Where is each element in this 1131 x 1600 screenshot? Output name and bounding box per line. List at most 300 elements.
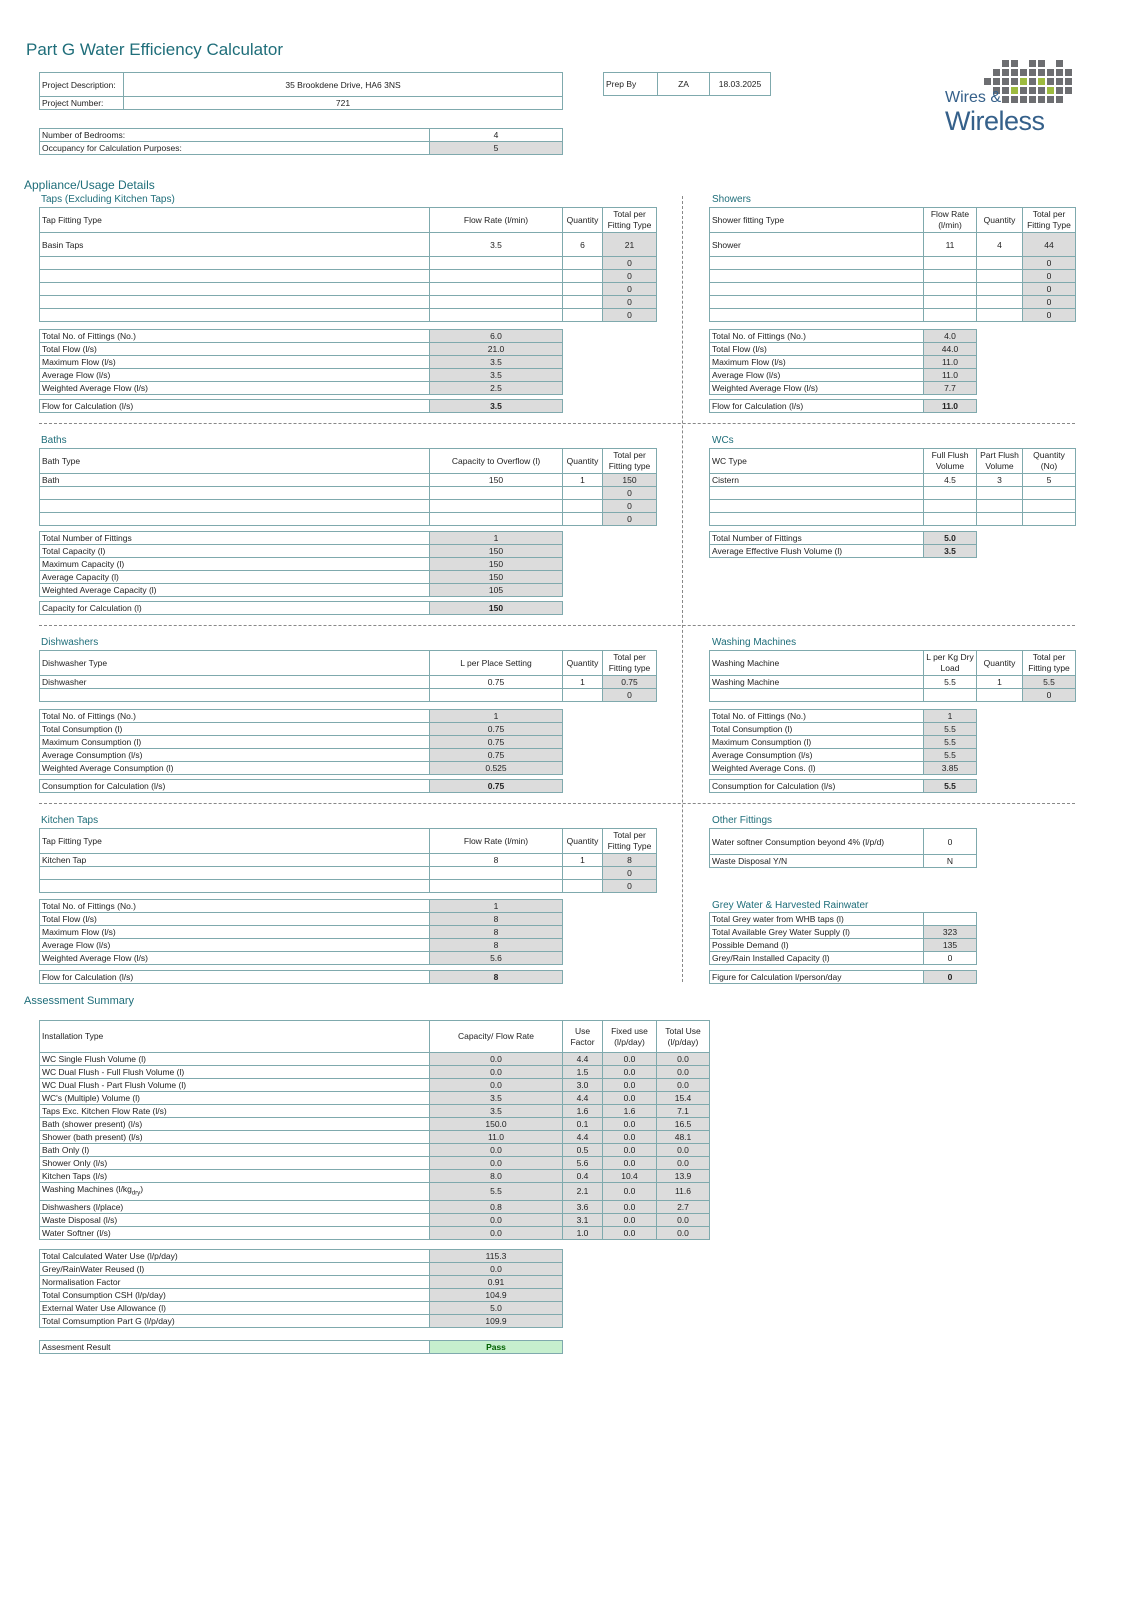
other-title: Other Fittings bbox=[712, 815, 773, 826]
stat-label: Average Flow (l/s) bbox=[40, 369, 430, 382]
logo-line2: Wireless bbox=[945, 106, 1045, 136]
kitchen-header-type: Tap Fitting Type bbox=[40, 829, 430, 854]
summary-value: 0.0 bbox=[603, 1092, 657, 1105]
stat-label: Weighted Average Consumption (l) bbox=[40, 762, 430, 775]
table-cell[interactable] bbox=[977, 296, 1023, 309]
table-cell[interactable]: 5.5 bbox=[924, 676, 977, 689]
wcs-header-type: WC Type bbox=[710, 449, 924, 474]
table-cell[interactable] bbox=[563, 270, 603, 283]
showers-header-flow: Flow Rate (l/min) bbox=[924, 208, 977, 233]
table-cell[interactable] bbox=[563, 309, 603, 322]
logo-square bbox=[1011, 96, 1018, 103]
grey-value: 323 bbox=[924, 926, 977, 939]
stat-value: 8 bbox=[430, 913, 563, 926]
table-cell[interactable] bbox=[563, 513, 603, 526]
baths-header-capacity: Capacity to Overflow (l) bbox=[430, 449, 563, 474]
summary-value: 0.0 bbox=[430, 1226, 563, 1239]
table-cell[interactable] bbox=[924, 270, 977, 283]
summary-value: 1.6 bbox=[603, 1105, 657, 1118]
table-cell: 0 bbox=[603, 270, 657, 283]
summary-value: 0.0 bbox=[657, 1226, 710, 1239]
summary-value: 0.0 bbox=[603, 1118, 657, 1131]
table-cell[interactable] bbox=[1023, 513, 1076, 526]
washing-title: Washing Machines bbox=[712, 637, 797, 648]
stat-label: Total Flow (l/s) bbox=[710, 343, 924, 356]
summary-value: 5.5 bbox=[430, 1183, 563, 1201]
table-cell[interactable] bbox=[563, 500, 603, 513]
calc-label: Flow for Calculation (l/s) bbox=[40, 971, 430, 984]
summary-value: 0.8 bbox=[430, 1200, 563, 1213]
grey-value: 135 bbox=[924, 939, 977, 952]
table-cell: 0 bbox=[603, 257, 657, 270]
waste-disposal-value[interactable]: N bbox=[924, 855, 977, 868]
table-cell[interactable]: Shower bbox=[710, 233, 924, 257]
table-cell[interactable] bbox=[710, 513, 924, 526]
section-divider bbox=[39, 803, 1075, 804]
table-cell[interactable]: Washing Machine bbox=[710, 676, 924, 689]
logo-square bbox=[1056, 96, 1063, 103]
baths-header-type: Bath Type bbox=[40, 449, 430, 474]
table-cell[interactable] bbox=[710, 689, 924, 702]
summary-value: 11.0 bbox=[430, 1131, 563, 1144]
summary-value: 1.0 bbox=[563, 1226, 603, 1239]
grey-label: Possible Demand (l) bbox=[710, 939, 924, 952]
table-cell[interactable]: 1 bbox=[563, 676, 603, 689]
logo-square bbox=[1020, 96, 1027, 103]
summary-value: 13.9 bbox=[657, 1170, 710, 1183]
baths-header-total: Total per Fitting type bbox=[603, 449, 657, 474]
table-cell[interactable] bbox=[977, 270, 1023, 283]
grey-calc-table bbox=[709, 970, 977, 984]
summary-value: 3.1 bbox=[563, 1213, 603, 1226]
logo-square bbox=[1002, 69, 1009, 76]
table-cell[interactable] bbox=[430, 283, 563, 296]
total-value: 109.9 bbox=[430, 1315, 563, 1328]
table-cell[interactable] bbox=[977, 500, 1023, 513]
summary-label: WC Dual Flush - Part Flush Volume (l) bbox=[40, 1079, 430, 1092]
logo-square bbox=[1020, 69, 1027, 76]
calc-label: Consumption for Calculation (l/s) bbox=[710, 780, 924, 793]
stat-value: 5.5 bbox=[924, 723, 977, 736]
stat-value: 5.6 bbox=[430, 952, 563, 965]
table-cell: 0 bbox=[603, 309, 657, 322]
summary-value: 5.6 bbox=[563, 1157, 603, 1170]
table-cell[interactable] bbox=[710, 296, 924, 309]
logo-square bbox=[993, 78, 1000, 85]
logo-square bbox=[1038, 96, 1045, 103]
table-cell[interactable]: Kitchen Tap bbox=[40, 854, 430, 867]
table-cell[interactable]: 8 bbox=[430, 854, 563, 867]
stat-label: Maximum Consumption (l) bbox=[40, 736, 430, 749]
table-cell[interactable] bbox=[977, 513, 1023, 526]
table-cell[interactable] bbox=[710, 257, 924, 270]
logo-square bbox=[1029, 96, 1036, 103]
total-label: Total Comsumption Part G (l/p/day) bbox=[40, 1315, 430, 1328]
stat-label: Average Flow (l/s) bbox=[710, 369, 924, 382]
summary-value: 0.5 bbox=[563, 1144, 603, 1157]
washing-header-quantity: Quantity bbox=[977, 651, 1023, 676]
total-value: 5.0 bbox=[430, 1302, 563, 1315]
table-cell: 0 bbox=[603, 283, 657, 296]
showers-header-type: Shower fitting Type bbox=[710, 208, 924, 233]
summary-value: 0.0 bbox=[603, 1066, 657, 1079]
summary-value: 0.0 bbox=[430, 1144, 563, 1157]
table-cell[interactable] bbox=[430, 270, 563, 283]
table-cell[interactable] bbox=[977, 487, 1023, 500]
logo-square bbox=[1029, 87, 1036, 94]
summary-value: 8.0 bbox=[430, 1170, 563, 1183]
logo-square bbox=[1002, 87, 1009, 94]
total-value: 115.3 bbox=[430, 1250, 563, 1263]
showers-header-total: Total per Fitting Type bbox=[1023, 208, 1076, 233]
stat-label: Weighted Average Flow (l/s) bbox=[40, 382, 430, 395]
table-cell[interactable]: Bath bbox=[40, 474, 430, 487]
summary-header-fixed: Fixed use (l/p/day) bbox=[603, 1021, 657, 1053]
table-cell[interactable] bbox=[40, 487, 430, 500]
stat-value: 5.5 bbox=[924, 736, 977, 749]
stat-value: 7.7 bbox=[924, 382, 977, 395]
wcs-header-full: Full Flush Volume bbox=[924, 449, 977, 474]
table-cell[interactable] bbox=[430, 296, 563, 309]
stat-label: Average Consumption (l/s) bbox=[40, 749, 430, 762]
total-value: 104.9 bbox=[430, 1289, 563, 1302]
table-cell[interactable] bbox=[40, 257, 430, 270]
table-cell[interactable] bbox=[430, 500, 563, 513]
logo-square bbox=[1065, 87, 1072, 94]
logo-square bbox=[1047, 87, 1054, 94]
prep-info-table bbox=[603, 72, 771, 96]
showers-header-quantity: Quantity bbox=[977, 208, 1023, 233]
table-cell[interactable]: 150 bbox=[430, 474, 563, 487]
table-cell[interactable]: Cistern bbox=[710, 474, 924, 487]
logo-square bbox=[1056, 78, 1063, 85]
summary-label: Bath Only (l) bbox=[40, 1144, 430, 1157]
table-cell[interactable] bbox=[924, 500, 977, 513]
table-cell[interactable] bbox=[710, 487, 924, 500]
wcs-title: WCs bbox=[712, 435, 734, 446]
table-cell[interactable] bbox=[710, 500, 924, 513]
summary-value: 4.4 bbox=[563, 1131, 603, 1144]
washing-stats-table bbox=[709, 709, 977, 775]
grey-value[interactable]: 0 bbox=[924, 952, 977, 965]
stat-value: 3.5 bbox=[430, 369, 563, 382]
stat-label: Weighted Average Capacity (l) bbox=[40, 584, 430, 597]
logo-square bbox=[1011, 69, 1018, 76]
grey-label: Total Available Grey Water Supply (l) bbox=[710, 926, 924, 939]
stat-value: 3.5 bbox=[430, 356, 563, 369]
summary-value: 3.5 bbox=[430, 1092, 563, 1105]
table-cell[interactable] bbox=[40, 880, 430, 893]
summary-value: 0.0 bbox=[603, 1144, 657, 1157]
table-cell: 0 bbox=[603, 880, 657, 893]
stat-label: Total Number of Fittings bbox=[710, 532, 924, 545]
logo-square bbox=[1038, 60, 1045, 67]
table-cell[interactable] bbox=[40, 270, 430, 283]
stat-value: 4.0 bbox=[924, 330, 977, 343]
table-cell[interactable]: 1 bbox=[563, 854, 603, 867]
table-cell[interactable] bbox=[1023, 500, 1076, 513]
stat-value: 0.75 bbox=[430, 723, 563, 736]
table-cell[interactable] bbox=[924, 309, 977, 322]
total-label: Total Consumption CSH (l/p/day) bbox=[40, 1289, 430, 1302]
stat-value: 21.0 bbox=[430, 343, 563, 356]
summary-label: Taps Exc. Kitchen Flow Rate (l/s) bbox=[40, 1105, 430, 1118]
table-cell[interactable] bbox=[40, 689, 430, 702]
summary-header-type: Installation Type bbox=[40, 1021, 430, 1053]
waste-disposal-label: Waste Disposal Y/N bbox=[710, 855, 924, 868]
stat-value: 3.5 bbox=[924, 545, 977, 558]
total-label: Grey/RainWater Reused (l) bbox=[40, 1263, 430, 1276]
washing-header-total: Total per Fitting type bbox=[1023, 651, 1076, 676]
table-cell[interactable]: 3.5 bbox=[430, 233, 563, 257]
table-cell: 0 bbox=[603, 500, 657, 513]
table-cell[interactable] bbox=[40, 309, 430, 322]
summary-value: 0.0 bbox=[603, 1079, 657, 1092]
summary-value: 0.0 bbox=[603, 1226, 657, 1239]
table-cell[interactable] bbox=[40, 513, 430, 526]
stat-value: 3.85 bbox=[924, 762, 977, 775]
table-cell[interactable] bbox=[924, 487, 977, 500]
table-cell[interactable] bbox=[40, 296, 430, 309]
summary-value: 10.4 bbox=[603, 1170, 657, 1183]
table-cell[interactable]: Basin Taps bbox=[40, 233, 430, 257]
taps-header-flow: Flow Rate (l/min) bbox=[430, 208, 563, 233]
table-cell[interactable] bbox=[40, 283, 430, 296]
summary-value: 0.0 bbox=[657, 1079, 710, 1092]
taps-stats-table bbox=[39, 329, 563, 395]
kitchen-header-quantity: Quantity bbox=[563, 829, 603, 854]
table-cell: 0 bbox=[1023, 309, 1076, 322]
summary-label: Washing Machines $(l/kg_{dry})$ bbox=[40, 1183, 430, 1201]
logo-square bbox=[1065, 69, 1072, 76]
stat-label: Maximum Capacity (l) bbox=[40, 558, 430, 571]
grey-title: Grey Water & Harvested Rainwater bbox=[712, 900, 869, 911]
stat-label: Average Consumption (l/s) bbox=[710, 749, 924, 762]
total-label: Total Calculated Water Use (l/p/day) bbox=[40, 1250, 430, 1263]
table-cell: 0 bbox=[1023, 296, 1076, 309]
total-label: External Water Use Allowance (l) bbox=[40, 1302, 430, 1315]
logo-square bbox=[1011, 78, 1018, 85]
table-cell[interactable] bbox=[430, 689, 563, 702]
kitchen-title: Kitchen Taps bbox=[41, 815, 99, 826]
summary-value: 4.4 bbox=[563, 1092, 603, 1105]
table-cell[interactable]: 3 bbox=[977, 474, 1023, 487]
table-cell: 0 bbox=[1023, 689, 1076, 702]
showers-table bbox=[709, 207, 1076, 322]
stat-value: 150 bbox=[430, 571, 563, 584]
grey-label: Grey/Rain Installed Capacity (l) bbox=[710, 952, 924, 965]
taps-table bbox=[39, 207, 657, 322]
logo-square bbox=[993, 69, 1000, 76]
calc-value: 0.75 bbox=[430, 780, 563, 793]
stat-label: Weighted Average Cons. (l) bbox=[710, 762, 924, 775]
stat-label: Total No. of Fittings (No.) bbox=[710, 330, 924, 343]
table-cell: 0.75 bbox=[603, 676, 657, 689]
stat-label: Weighted Average Flow (l/s) bbox=[40, 952, 430, 965]
calc-value: 8 bbox=[430, 971, 563, 984]
calc-value: 150 bbox=[430, 602, 563, 615]
dishwashers-header-setting: L per Place Setting bbox=[430, 651, 563, 676]
summary-value: 0.0 bbox=[603, 1157, 657, 1170]
table-cell[interactable] bbox=[710, 309, 924, 322]
table-cell[interactable] bbox=[977, 283, 1023, 296]
stat-value: 1 bbox=[430, 710, 563, 723]
table-cell[interactable] bbox=[977, 689, 1023, 702]
table-cell[interactable] bbox=[710, 270, 924, 283]
table-cell[interactable] bbox=[563, 487, 603, 500]
summary-label: Dishwashers (l/place) bbox=[40, 1200, 430, 1213]
wcs-header-quantity: Quantity (No) bbox=[1023, 449, 1076, 474]
table-cell[interactable] bbox=[924, 283, 977, 296]
dishwashers-header-type: Dishwasher Type bbox=[40, 651, 430, 676]
grey-label: Total Grey water from WHB taps (l) bbox=[710, 913, 924, 926]
table-cell[interactable] bbox=[924, 513, 977, 526]
table-cell[interactable] bbox=[40, 500, 430, 513]
table-cell[interactable] bbox=[430, 867, 563, 880]
summary-value: 0.0 bbox=[603, 1213, 657, 1226]
stat-value: 0.75 bbox=[430, 749, 563, 762]
project-info-table bbox=[39, 72, 563, 110]
stat-value: 11.0 bbox=[924, 356, 977, 369]
stat-value: 1 bbox=[430, 532, 563, 545]
table-cell[interactable] bbox=[430, 257, 563, 270]
summary-value: 0.0 bbox=[603, 1200, 657, 1213]
summary-table bbox=[39, 1020, 710, 1240]
total-value: 0.91 bbox=[430, 1276, 563, 1289]
showers-calc-table bbox=[709, 399, 977, 413]
baths-table bbox=[39, 448, 657, 526]
table-cell[interactable]: 4.5 bbox=[924, 474, 977, 487]
stat-label: Average Effective Flush Volume (l) bbox=[710, 545, 924, 558]
washing-header-type: Washing Machine bbox=[710, 651, 924, 676]
summary-value: 0.0 bbox=[430, 1079, 563, 1092]
table-cell[interactable]: Dishwasher bbox=[40, 676, 430, 689]
project-number-label: Project Number: bbox=[40, 97, 124, 110]
stat-label: Average Flow (l/s) bbox=[40, 939, 430, 952]
logo-square bbox=[1011, 87, 1018, 94]
table-cell[interactable]: 0.75 bbox=[430, 676, 563, 689]
logo-square bbox=[1056, 60, 1063, 67]
table-cell[interactable]: 1 bbox=[563, 474, 603, 487]
table-cell: 5.5 bbox=[1023, 676, 1076, 689]
table-cell[interactable] bbox=[40, 867, 430, 880]
softener-value[interactable]: 0 bbox=[924, 829, 977, 855]
summary-value: 11.6 bbox=[657, 1183, 710, 1201]
assessment-result-badge: Pass bbox=[430, 1341, 563, 1354]
summary-value: 150.0 bbox=[430, 1118, 563, 1131]
summary-value: 2.7 bbox=[657, 1200, 710, 1213]
table-cell[interactable] bbox=[430, 880, 563, 893]
stat-value: 5.0 bbox=[924, 532, 977, 545]
table-cell: 150 bbox=[603, 474, 657, 487]
kitchen-stats-table bbox=[39, 899, 563, 965]
section-divider bbox=[39, 423, 1075, 424]
logo-square bbox=[1020, 78, 1027, 85]
summary-value: 7.1 bbox=[657, 1105, 710, 1118]
project-description-label: Project Description: bbox=[40, 73, 124, 97]
table-cell[interactable] bbox=[563, 283, 603, 296]
calc-label: Flow for Calculation (l/s) bbox=[40, 400, 430, 413]
prep-by-label: Prep By bbox=[604, 73, 658, 96]
grey-value[interactable] bbox=[924, 913, 977, 926]
washing-calc-table bbox=[709, 779, 977, 793]
table-cell[interactable] bbox=[1023, 487, 1076, 500]
table-cell[interactable] bbox=[924, 689, 977, 702]
table-cell[interactable] bbox=[977, 309, 1023, 322]
summary-value: 0.4 bbox=[563, 1170, 603, 1183]
logo-square bbox=[1002, 78, 1009, 85]
table-cell[interactable]: 1 bbox=[977, 676, 1023, 689]
calc-label: Consumption for Calculation (l/s) bbox=[40, 780, 430, 793]
calc-value: 5.5 bbox=[924, 780, 977, 793]
baths-stats-table bbox=[39, 531, 563, 597]
prep-date-value[interactable]: 18.03.2025 bbox=[710, 73, 771, 96]
taps-header-total: Total per Fitting Type bbox=[603, 208, 657, 233]
summary-value: 0.0 bbox=[430, 1066, 563, 1079]
project-number-value[interactable]: 721 bbox=[124, 97, 563, 110]
summary-value: 1.5 bbox=[563, 1066, 603, 1079]
project-description-value[interactable]: 35 Brookdene Drive, HA6 3NS bbox=[124, 73, 563, 97]
summary-value: 0.0 bbox=[603, 1053, 657, 1066]
wcs-stats-table bbox=[709, 531, 977, 558]
table-cell[interactable] bbox=[924, 296, 977, 309]
assessment-result-table bbox=[39, 1340, 563, 1354]
calc-label: Figure for Calculation l/person/day bbox=[710, 971, 924, 984]
table-cell[interactable]: 5 bbox=[1023, 474, 1076, 487]
kitchen-calc-table bbox=[39, 970, 563, 984]
summary-label: WC's (Multiple) Volume (l) bbox=[40, 1092, 430, 1105]
table-cell[interactable] bbox=[563, 867, 603, 880]
logo-square bbox=[1065, 78, 1072, 85]
stat-label: Average Capacity (l) bbox=[40, 571, 430, 584]
table-cell[interactable] bbox=[563, 296, 603, 309]
calc-label: Capacity for Calculation (l) bbox=[40, 602, 430, 615]
calc-value: 11.0 bbox=[924, 400, 977, 413]
table-cell[interactable] bbox=[563, 880, 603, 893]
summary-totals-table bbox=[39, 1249, 563, 1328]
table-cell[interactable] bbox=[430, 487, 563, 500]
assessment-result-label: Assesment Result bbox=[40, 1341, 430, 1354]
table-cell: 21 bbox=[603, 233, 657, 257]
prep-by-value[interactable]: ZA bbox=[658, 73, 710, 96]
grey-table bbox=[709, 912, 977, 965]
table-cell[interactable]: 4 bbox=[977, 233, 1023, 257]
stat-value: 8 bbox=[430, 926, 563, 939]
bedrooms-label: Number of Bedrooms: bbox=[40, 129, 430, 142]
occupancy-label: Occupancy for Calculation Purposes: bbox=[40, 142, 430, 155]
table-cell[interactable] bbox=[430, 309, 563, 322]
table-cell[interactable]: 6 bbox=[563, 233, 603, 257]
table-cell[interactable]: 11 bbox=[924, 233, 977, 257]
summary-label: WC Single Flush Volume (l) bbox=[40, 1053, 430, 1066]
bedrooms-value[interactable]: 4 bbox=[430, 129, 563, 142]
stat-label: Maximum Flow (l/s) bbox=[40, 926, 430, 939]
table-cell: 0 bbox=[1023, 270, 1076, 283]
summary-value: 48.1 bbox=[657, 1131, 710, 1144]
table-cell: 0 bbox=[1023, 283, 1076, 296]
table-cell[interactable] bbox=[977, 257, 1023, 270]
dishwashers-header-quantity: Quantity bbox=[563, 651, 603, 676]
table-cell: 8 bbox=[603, 854, 657, 867]
table-cell[interactable] bbox=[430, 513, 563, 526]
table-cell[interactable] bbox=[924, 257, 977, 270]
softener-label: Water softner Consumption beyond 4% (l/p/d) bbox=[710, 829, 924, 855]
table-cell[interactable] bbox=[563, 257, 603, 270]
table-cell[interactable] bbox=[563, 689, 603, 702]
table-cell[interactable] bbox=[710, 283, 924, 296]
summary-value: 0.0 bbox=[603, 1183, 657, 1201]
stat-label: Total Consumption (l) bbox=[40, 723, 430, 736]
